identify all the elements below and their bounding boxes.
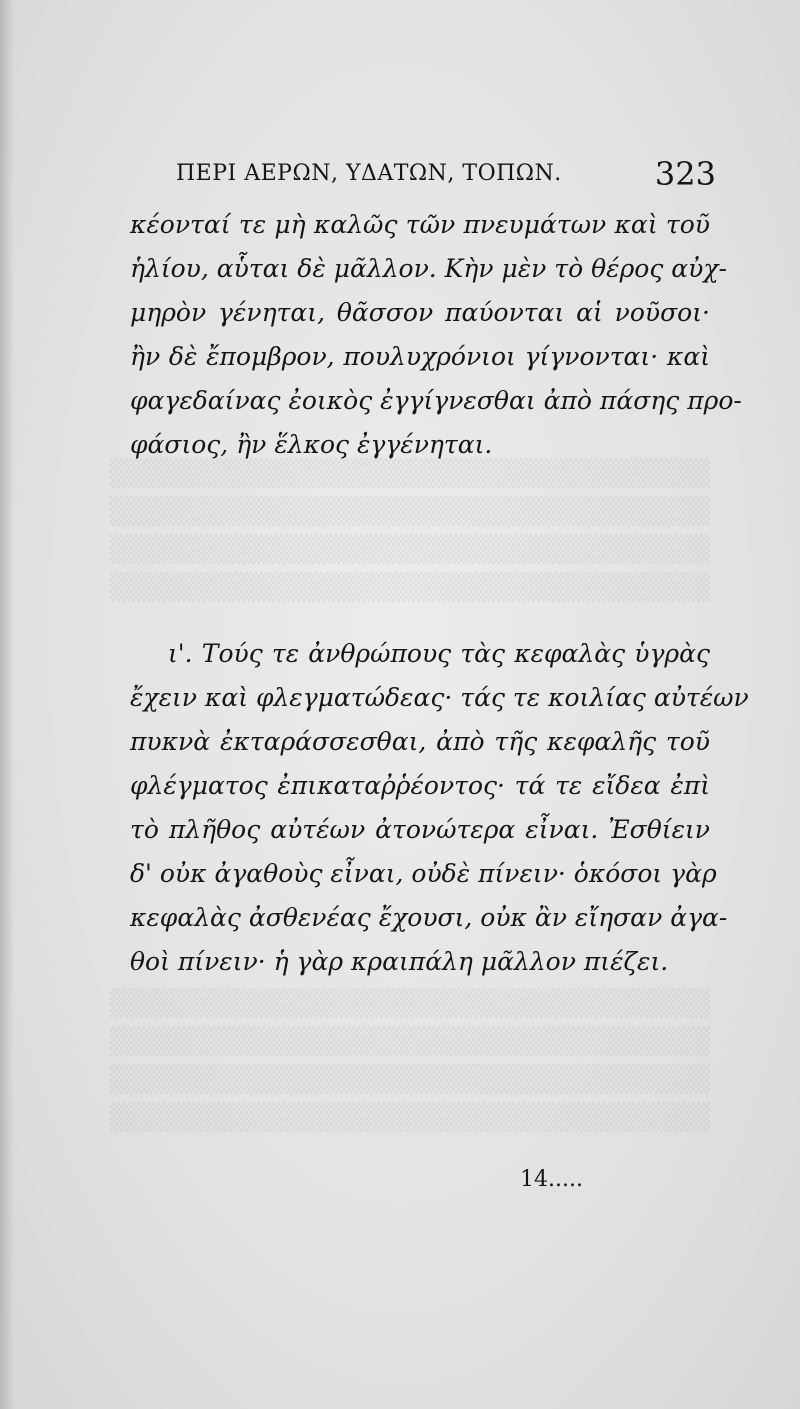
text-line: ι'. Τούς τε ἀνθρώπους τὰς κεφαλὰς ὑγρὰς [168,639,710,668]
text-line: πυκνὰ ἐκταράσσεσθαι, ἀπὸ τῆς κεφαλῆς τοῦ [130,727,710,756]
text-line: φάσιος, ἢν ἕλκος ἐγγένηται. [130,430,493,459]
page-gutter-shadow [0,0,14,1409]
page-header [176,155,716,195]
text-line: φλέγματος ἐπικαταῤῥέοντος· τά τε εἴδεα ἐπὶ [130,771,710,800]
text-line: κέονταί τε μὴ καλῶς τῶν πνευμάτων καὶ τοῦ [130,210,710,239]
text-line: ἔχειν καὶ φλεγματώδεας· τάς τε κοιλίας αὐτέων [130,683,749,712]
text-line: δ' οὐκ ἀγαθοὺς εἶναι, οὐδὲ πίνειν· ὁκόσοι γὰρ [130,859,717,888]
show-through-texture: ▒▒▒▒▒▒▒▒▒▒▒▒▒▒▒▒▒▒▒▒▒▒▒▒▒▒▒▒▒▒ ▒▒▒▒▒▒▒▒▒▒▒▒▒▒▒▒▒▒▒▒▒▒▒▒▒▒▒▒▒▒ ▒▒▒▒▒▒▒▒▒▒▒▒▒▒▒▒▒▒▒▒▒▒▒▒▒▒▒▒▒▒ ▒▒▒▒▒▒▒▒▒▒▒▒▒▒▒▒▒▒▒▒▒▒▒▒▒▒▒▒▒▒ [110,459,710,603]
page-number: 323 [654,155,716,193]
paragraph [130,632,749,984]
running-head: ΠΕΡΙ ΑΕΡΩΝ, ΥΔΑΤΩΝ, ΤΟΠΩΝ. [176,161,562,186]
text-line: τὸ πλῆθος αὐτέων ἀτονώτερα εἶναι. Ἐσθίειν [130,815,710,844]
paragraph [130,203,742,467]
text-line: θοὶ πίνειν· ἡ γὰρ κραιπάλη μᾶλλον πιέζει. [130,947,669,976]
text-line: κεφαλὰς ἀσθενέας ἔχουσι, οὐκ ἂν εἴησαν ἀγα- [130,903,728,932]
text-line: φαγεδαίνας ἐοικὸς ἐγγίγνεσθαι ἀπὸ πάσης προ- [130,386,742,415]
show-through-texture: ▒▒▒▒▒▒▒▒▒▒▒▒▒▒▒▒▒▒▒▒▒▒▒▒▒▒▒▒▒▒ ▒▒▒▒▒▒▒▒▒▒▒▒▒▒▒▒▒▒▒▒▒▒▒▒▒▒▒▒▒▒ ▒▒▒▒▒▒▒▒▒▒▒▒▒▒▒▒▒▒▒▒▒▒▒▒▒▒▒▒▒▒ ▒▒▒▒▒▒▒▒▒▒▒▒▒▒▒▒▒▒▒▒▒▒▒▒▒▒▒▒▒▒ [110,989,710,1133]
text-line: ἡλίου, αὗται δὲ μᾶλλον. Κὴν μὲν τὸ θέρος αὐχ- [130,254,727,283]
text-line: μηρὸν γένηται, θᾶσσον παύονται αἱ νοῦσοι· [130,298,710,327]
text-line: ἢν δὲ ἔπομβρον, πουλυχρόνιοι γίγνονται· καὶ [130,342,710,371]
catchword: 14..... [520,1167,583,1192]
